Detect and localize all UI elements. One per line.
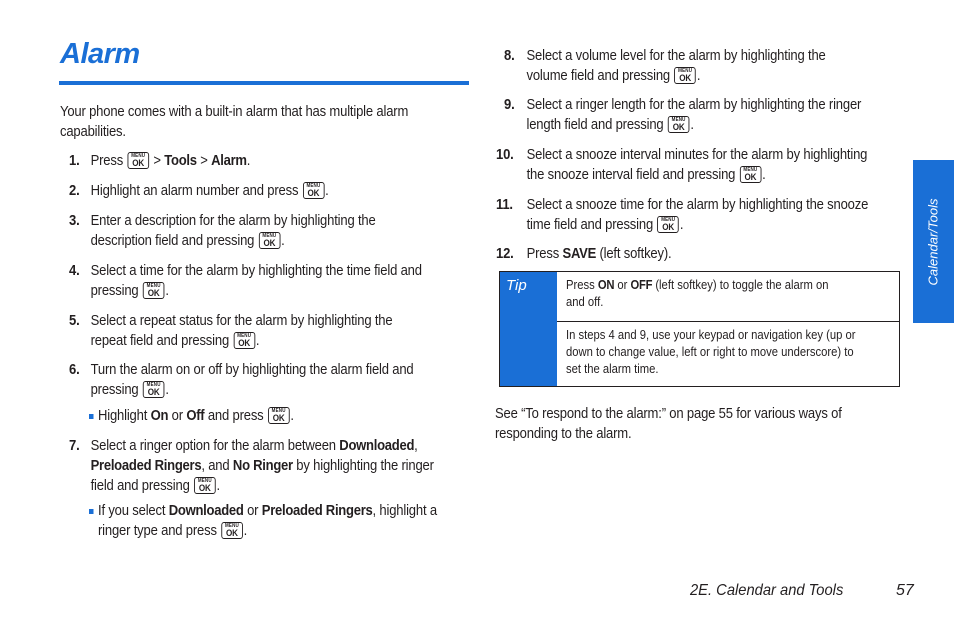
step-number: 8. xyxy=(504,48,515,64)
step-text: Turn the alarm on or off by highlighting the alarm field and pressing MENU OK . xyxy=(90,362,414,398)
menu-ok-key-icon: MENU OK xyxy=(143,381,165,398)
menu-ok-key-icon: MENU OK xyxy=(657,216,679,233)
page-title: Alarm xyxy=(60,38,140,70)
tip-label: Tip xyxy=(500,272,557,386)
menu-ok-key-icon: MENU OK xyxy=(221,522,243,539)
intro-line-1: Your phone comes with a built-in alarm that has multiple alarm xyxy=(60,104,409,120)
intro-line-2: capabilities. xyxy=(60,124,126,140)
intro-paragraph xyxy=(60,102,408,142)
tip-row-2-text: In steps 4 and 9, use your keypad or navigation key (up or down to change value, left or right to move underscore) to set the alarm time. xyxy=(566,328,856,376)
step-text: Select a snooze time for the alarm by highlighting the snooze time field and pressing MENU OK . xyxy=(526,197,869,233)
step-number: 9. xyxy=(504,97,515,113)
step-number: 2. xyxy=(69,183,80,199)
step-number: 7. xyxy=(69,438,80,454)
menu-ok-key-icon: MENU OK xyxy=(268,407,290,424)
step-number: 5. xyxy=(69,313,80,329)
step-text: Select a volume level for the alarm by highlighting the volume field and pressing MENU OK . xyxy=(526,48,826,84)
step-text: Select a repeat status for the alarm by highlighting the repeat field and pressing MENU OK . xyxy=(90,313,393,349)
tip-row-1-text: Press ON or OFF (left softkey) to toggle the alarm on and off. xyxy=(566,278,829,309)
bullet-text: Highlight On or Off and press MENU OK . xyxy=(98,408,294,424)
step-number: 11. xyxy=(496,197,513,213)
see-also-paragraph xyxy=(495,404,842,444)
section-side-tab xyxy=(913,160,954,323)
step-number: 6. xyxy=(69,362,80,378)
see-also-line-2: responding to the alarm. xyxy=(495,426,632,442)
step-text: Select a ringer length for the alarm by highlighting the ringer length field and pressing MENU OK . xyxy=(526,97,862,133)
menu-ok-key-icon: MENU OK xyxy=(668,116,690,133)
side-tab-label: Calendar/Tools xyxy=(925,198,941,286)
step-number: 4. xyxy=(69,263,80,279)
menu-ok-key-icon: MENU OK xyxy=(674,67,696,84)
menu-ok-key-icon: MENU OK xyxy=(303,182,325,199)
step-text: Select a time for the alarm by highlighting the time field and pressing MENU OK . xyxy=(90,263,422,299)
step-number: 12. xyxy=(496,246,514,262)
menu-ok-key-icon: MENU OK xyxy=(194,477,216,494)
menu-ok-key-icon: MENU OK xyxy=(740,166,762,183)
step-text: Enter a description for the alarm by highlighting the description field and pressing MENU OK . xyxy=(90,213,376,249)
footer-page-number: 57 xyxy=(896,582,914,599)
step-text: Press SAVE (left softkey). xyxy=(526,246,672,262)
menu-ok-key-icon: MENU OK xyxy=(143,282,165,299)
step-number: 1. xyxy=(69,153,80,169)
step-text: Press MENU OK > Tools > Alarm. xyxy=(90,153,251,169)
bullet-icon xyxy=(89,509,94,514)
see-also-line-1: See “To respond to the alarm:” on page 55 for various ways of xyxy=(495,406,842,422)
step-text: Select a snooze interval minutes for the alarm by highlighting the snooze interval field and pressing MENU OK . xyxy=(526,147,868,183)
tip-row-1 xyxy=(557,272,899,322)
step-text: Select a ringer option for the alarm between Downloaded, Preloaded Ringers, and No Ringer by highlighting the ringer field and pressing MENU OK . xyxy=(90,438,434,494)
title-underline xyxy=(59,81,469,85)
step-number: 10. xyxy=(496,147,514,163)
menu-ok-key-icon: MENU OK xyxy=(127,152,149,169)
step-number: 3. xyxy=(69,213,80,229)
menu-ok-key-icon: MENU OK xyxy=(233,332,255,349)
step-text: Highlight an alarm number and press MENU OK . xyxy=(90,183,329,199)
tip-box xyxy=(499,271,900,387)
menu-ok-key-icon: MENU OK xyxy=(259,232,281,249)
bullet-icon xyxy=(89,414,94,419)
tip-row-2 xyxy=(557,322,899,386)
footer-section-title: 2E. Calendar and Tools xyxy=(690,582,844,599)
bullet-text: If you select Downloaded or Preloaded Ringers, highlight a ringer type and press MENU OK . xyxy=(98,503,437,539)
